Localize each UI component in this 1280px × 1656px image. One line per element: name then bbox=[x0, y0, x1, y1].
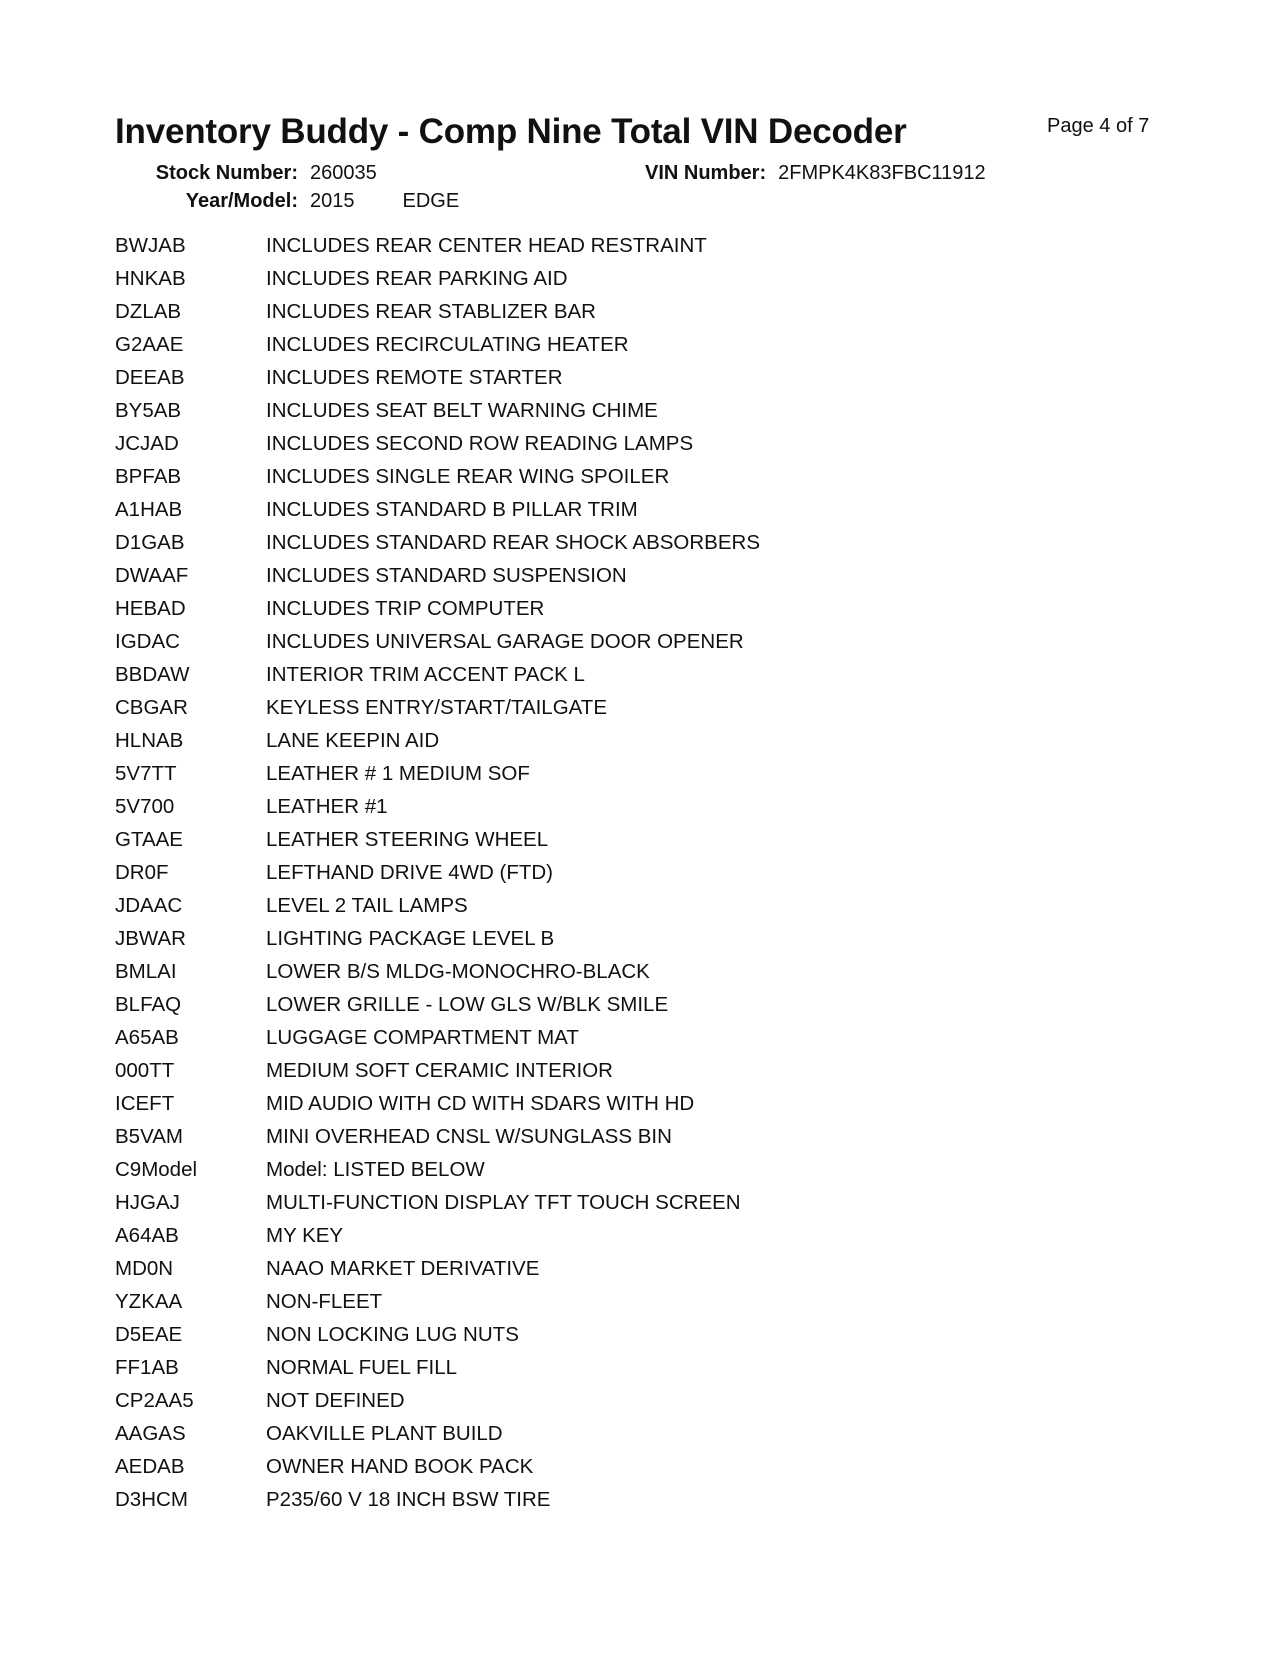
option-description: MULTI-FUNCTION DISPLAY TFT TOUCH SCREEN bbox=[266, 1190, 741, 1214]
option-code: JBWAR bbox=[115, 926, 186, 950]
list-item bbox=[115, 328, 760, 361]
model-value: EDGE bbox=[402, 190, 460, 212]
list-item bbox=[115, 493, 760, 526]
option-description: LOWER GRILLE - LOW GLS W/BLK SMILE bbox=[266, 992, 669, 1016]
option-code: A65AB bbox=[115, 1025, 179, 1049]
option-description: LIGHTING PACKAGE LEVEL B bbox=[266, 926, 555, 950]
list-item bbox=[115, 625, 760, 658]
option-description: NAAO MARKET DERIVATIVE bbox=[266, 1256, 540, 1280]
option-code: B5VAM bbox=[115, 1124, 183, 1148]
list-item bbox=[115, 1285, 760, 1318]
list-item bbox=[115, 1351, 760, 1384]
option-description: LEATHER #1 bbox=[266, 794, 388, 818]
option-code: 000TT bbox=[115, 1058, 175, 1082]
option-code: G2AAE bbox=[115, 332, 184, 356]
list-item bbox=[115, 823, 760, 856]
option-description: LUGGAGE COMPARTMENT MAT bbox=[266, 1025, 579, 1049]
option-description: MY KEY bbox=[266, 1223, 344, 1247]
list-item bbox=[115, 889, 760, 922]
option-code: 5V7TT bbox=[115, 761, 177, 785]
list-item bbox=[115, 1120, 760, 1153]
option-description: INCLUDES RECIRCULATING HEATER bbox=[266, 332, 629, 356]
option-description: KEYLESS ENTRY/START/TAILGATE bbox=[266, 695, 608, 719]
list-item bbox=[115, 460, 760, 493]
list-item bbox=[115, 1186, 760, 1219]
option-code: C9Model bbox=[115, 1157, 198, 1181]
list-item bbox=[115, 394, 760, 427]
option-code: BLFAQ bbox=[115, 992, 182, 1016]
option-code: CP2AA5 bbox=[115, 1388, 194, 1412]
list-item bbox=[115, 790, 760, 823]
option-description: MEDIUM SOFT CERAMIC INTERIOR bbox=[266, 1058, 613, 1082]
option-description: LOWER B/S MLDG-MONOCHRO-BLACK bbox=[266, 959, 650, 983]
list-item bbox=[115, 1021, 760, 1054]
year-model-label: Year/Model: bbox=[185, 190, 298, 212]
option-code: YZKAA bbox=[115, 1289, 183, 1313]
option-code: BBDAW bbox=[115, 662, 190, 686]
option-code: HLNAB bbox=[115, 728, 184, 752]
list-item bbox=[115, 1318, 760, 1351]
option-code: JCJAD bbox=[115, 431, 179, 455]
option-description: INCLUDES SINGLE REAR WING SPOILER bbox=[266, 464, 670, 488]
option-code: A1HAB bbox=[115, 497, 183, 521]
option-description: NOT DEFINED bbox=[266, 1388, 405, 1412]
option-description: INCLUDES SEAT BELT WARNING CHIME bbox=[266, 398, 658, 422]
option-description: LEFTHAND DRIVE 4WD (FTD) bbox=[266, 860, 553, 884]
list-item bbox=[115, 691, 760, 724]
list-item bbox=[115, 592, 760, 625]
option-description: MINI OVERHEAD CNSL W/SUNGLASS BIN bbox=[266, 1124, 672, 1148]
list-item bbox=[115, 1153, 760, 1186]
option-description: INCLUDES REMOTE STARTER bbox=[266, 365, 563, 389]
option-description: NORMAL FUEL FILL bbox=[266, 1355, 457, 1379]
option-description: INCLUDES STANDARD B PILLAR TRIM bbox=[266, 497, 638, 521]
option-code: DWAAF bbox=[115, 563, 189, 587]
option-code: D1GAB bbox=[115, 530, 185, 554]
option-description: LEATHER # 1 MEDIUM SOF bbox=[266, 761, 530, 785]
list-item bbox=[115, 1252, 760, 1285]
option-code: IGDAC bbox=[115, 629, 180, 653]
list-item bbox=[115, 1384, 760, 1417]
year-model-row bbox=[115, 190, 459, 213]
option-description: NON-FLEET bbox=[266, 1289, 383, 1313]
option-description: LANE KEEPIN AID bbox=[266, 728, 440, 752]
list-item bbox=[115, 1417, 760, 1450]
page-number: Page 4 of 7 bbox=[1047, 115, 1150, 137]
option-code: BMLAI bbox=[115, 959, 177, 983]
list-item bbox=[115, 724, 760, 757]
option-code: JDAAC bbox=[115, 893, 183, 917]
option-description: INCLUDES REAR PARKING AID bbox=[266, 266, 568, 290]
option-code: ICEFT bbox=[115, 1091, 175, 1115]
vin-number-value: 2FMPK4K83FBC11912 bbox=[778, 162, 986, 184]
list-item bbox=[115, 1054, 760, 1087]
option-code: AEDAB bbox=[115, 1454, 185, 1478]
option-description: INCLUDES TRIP COMPUTER bbox=[266, 596, 545, 620]
option-code: AAGAS bbox=[115, 1421, 186, 1445]
option-description: INCLUDES REAR CENTER HEAD RESTRAINT bbox=[266, 233, 707, 257]
list-item bbox=[115, 1483, 760, 1516]
option-code: DEEAB bbox=[115, 365, 185, 389]
option-code: D3HCM bbox=[115, 1487, 188, 1511]
option-description: INCLUDES UNIVERSAL GARAGE DOOR OPENER bbox=[266, 629, 744, 653]
option-description: LEVEL 2 TAIL LAMPS bbox=[266, 893, 468, 917]
option-description: Model: LISTED BELOW bbox=[266, 1157, 485, 1181]
option-code-list bbox=[115, 229, 760, 1516]
option-code: GTAAE bbox=[115, 827, 183, 851]
document-title: Inventory Buddy - Comp Nine Total VIN Decoder bbox=[115, 112, 907, 151]
list-item bbox=[115, 262, 760, 295]
list-item bbox=[115, 559, 760, 592]
option-code: HNKAB bbox=[115, 266, 186, 290]
stock-number-label: Stock Number: bbox=[155, 162, 298, 184]
list-item bbox=[115, 922, 760, 955]
list-item bbox=[115, 658, 760, 691]
list-item bbox=[115, 1219, 760, 1252]
option-description: INCLUDES REAR STABLIZER BAR bbox=[266, 299, 596, 323]
option-code: HJGAJ bbox=[115, 1190, 180, 1214]
option-code: BWJAB bbox=[115, 233, 186, 257]
stock-number-row bbox=[115, 162, 377, 185]
list-item bbox=[115, 1450, 760, 1483]
option-code: BPFAB bbox=[115, 464, 182, 488]
option-description: LEATHER STEERING WHEEL bbox=[266, 827, 549, 851]
option-code: HEBAD bbox=[115, 596, 186, 620]
list-item bbox=[115, 295, 760, 328]
option-description: INCLUDES STANDARD SUSPENSION bbox=[266, 563, 627, 587]
option-code: DR0F bbox=[115, 860, 169, 884]
option-description: INCLUDES SECOND ROW READING LAMPS bbox=[266, 431, 694, 455]
year-value: 2015 bbox=[310, 190, 355, 212]
option-description: P235/60 V 18 INCH BSW TIRE bbox=[266, 1487, 551, 1511]
option-description: NON LOCKING LUG NUTS bbox=[266, 1322, 519, 1346]
option-code: DZLAB bbox=[115, 299, 182, 323]
option-description: OAKVILLE PLANT BUILD bbox=[266, 1421, 503, 1445]
list-item bbox=[115, 988, 760, 1021]
option-code: FF1AB bbox=[115, 1355, 179, 1379]
list-item bbox=[115, 757, 760, 790]
option-code: CBGAR bbox=[115, 695, 188, 719]
option-code: MD0N bbox=[115, 1256, 174, 1280]
option-code: A64AB bbox=[115, 1223, 179, 1247]
option-description: OWNER HAND BOOK PACK bbox=[266, 1454, 534, 1478]
list-item bbox=[115, 427, 760, 460]
option-description: INCLUDES STANDARD REAR SHOCK ABSORBERS bbox=[266, 530, 761, 554]
option-code: BY5AB bbox=[115, 398, 182, 422]
option-code: D5EAE bbox=[115, 1322, 183, 1346]
stock-number-value: 260035 bbox=[310, 162, 377, 184]
option-code: 5V700 bbox=[115, 794, 175, 818]
list-item bbox=[115, 526, 760, 559]
list-item bbox=[115, 361, 760, 394]
list-item bbox=[115, 856, 760, 889]
list-item bbox=[115, 1087, 760, 1120]
list-item bbox=[115, 955, 760, 988]
list-item bbox=[115, 229, 760, 262]
vin-number-label: VIN Number: bbox=[645, 162, 767, 184]
option-description: INTERIOR TRIM ACCENT PACK L bbox=[266, 662, 585, 686]
option-description: MID AUDIO WITH CD WITH SDARS WITH HD bbox=[266, 1091, 695, 1115]
vin-number-row bbox=[645, 162, 986, 185]
